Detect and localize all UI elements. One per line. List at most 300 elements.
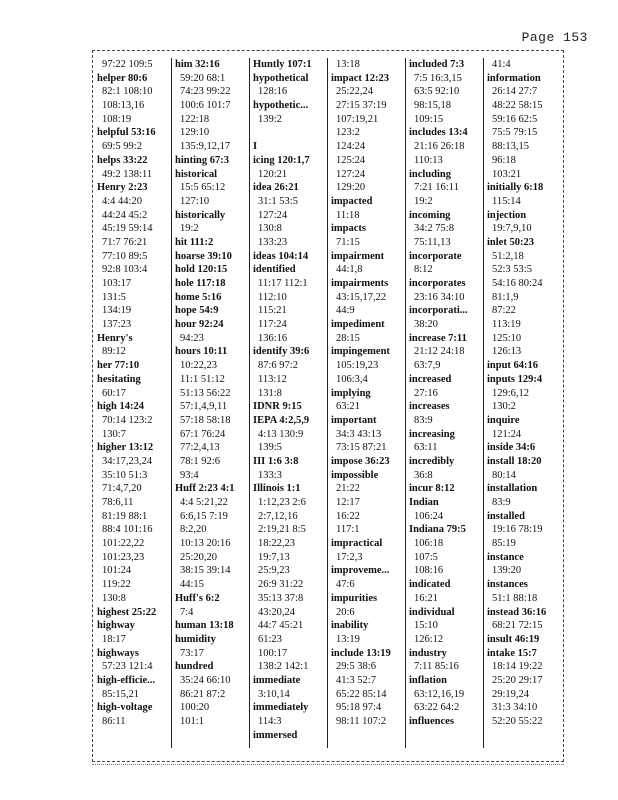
page-reference: 130:7	[102, 428, 126, 440]
page-reference: 54:16 80:24	[492, 278, 543, 289]
page-reference: 25:9,23	[258, 565, 290, 577]
index-term: Henry 2:23	[97, 182, 148, 194]
index-term: human 13:18	[175, 620, 234, 632]
page-reference: 61:23	[258, 633, 282, 645]
page-reference: 19:16 78:19	[492, 524, 543, 536]
index-term: increased	[409, 373, 452, 385]
index-term: increase 7:11	[409, 332, 467, 344]
page-reference: 74:23 99:22	[180, 86, 231, 98]
page-reference: 114:3	[258, 716, 282, 727]
index-term: her 77:10	[97, 360, 140, 372]
page-reference: 57:1,4,9,11	[180, 401, 228, 413]
page-reference: 86:21 87:2	[180, 688, 226, 700]
index-term: immediate	[253, 674, 301, 686]
index-term: helper 80:6	[97, 72, 148, 84]
page-reference: 81:1,9	[492, 291, 519, 303]
page-reference: 34:3 43:13	[336, 428, 382, 440]
index-term: helps 33:22	[97, 154, 148, 166]
index-term: impediment	[331, 319, 385, 331]
page-reference: 19:7,9,10	[492, 223, 532, 235]
page-reference: 21:22	[336, 483, 360, 495]
page-reference: 51:1 88:18	[492, 592, 538, 604]
index-term: IDNR 9:15	[253, 401, 302, 413]
index-term: hoarse 39:10	[175, 250, 232, 262]
page-reference: 139:20	[492, 565, 522, 577]
page-reference: 16:21	[414, 592, 438, 604]
page-reference: 77:2,4,13	[180, 442, 220, 454]
index-term: highways	[97, 647, 140, 659]
index-term: impose 36:23	[331, 455, 390, 467]
index-term: high-voltage	[97, 702, 153, 714]
page-reference: 63:12,16,19	[414, 688, 465, 700]
page-reference: 101:23,23	[102, 551, 145, 563]
index-term: include 13:19	[331, 647, 391, 659]
index-term: immersed	[253, 729, 298, 741]
page-reference: 44:1,8	[336, 264, 363, 276]
page-reference: 19:2	[180, 223, 199, 235]
page-reference: 31:3 34:10	[492, 702, 538, 714]
index-term: instead 36:16	[487, 606, 547, 618]
page-reference: 87:22	[492, 305, 516, 317]
index-term: information	[487, 72, 541, 84]
index-term: idea 26:21	[253, 182, 299, 194]
page-reference: 80:14	[492, 469, 516, 481]
page-reference: 125:10	[492, 332, 522, 344]
page-reference: 15:5 65:12	[180, 182, 226, 194]
page-reference: 7:11 85:16	[414, 661, 459, 673]
page-reference: 21:16 26:18	[414, 141, 465, 153]
index-term: high-efficie...	[97, 674, 156, 686]
index-term: Henry's	[97, 332, 133, 344]
page-reference: 7:4	[180, 606, 194, 618]
page-reference: 7:5 16:3,15	[414, 72, 462, 84]
index-term: hesitating	[97, 373, 141, 385]
page-reference: 31:1 53:5	[258, 195, 298, 207]
index-column-2	[172, 58, 250, 748]
index-term: inlet 50:23	[487, 236, 534, 248]
page-reference: 44:9	[336, 305, 355, 317]
page-reference: 130:2	[492, 401, 516, 413]
page-reference: 96:18	[492, 154, 516, 166]
index-term: hundred	[175, 661, 214, 673]
page-reference: 127:10	[180, 195, 210, 207]
page-reference: 137:23	[102, 319, 132, 331]
page-reference: 127:24	[258, 209, 288, 221]
page-reference: 129:10	[180, 127, 210, 139]
page-reference: 95:18 97:4	[336, 702, 382, 714]
page-reference: 123:2	[336, 127, 360, 139]
page-reference: 122:18	[180, 113, 210, 125]
index-term: highest 25:22	[97, 606, 157, 618]
index-term: historically	[175, 209, 226, 221]
page-reference: 10:22,23	[180, 360, 218, 372]
page-reference: 129:6,12	[492, 387, 530, 399]
page-reference: 92:8 103:4	[102, 264, 148, 276]
page-reference	[253, 126, 327, 140]
page-reference: 26:9 31:22	[258, 579, 304, 591]
page-reference: 27:16	[414, 387, 438, 399]
page-reference: 120:21	[258, 168, 288, 180]
page-reference: 18:14 19:22	[492, 661, 543, 673]
page-reference: 10:13 20:16	[180, 538, 231, 550]
page-reference: 19:2	[414, 195, 433, 207]
index-term: important	[331, 414, 377, 426]
page-reference: 34:2 75:8	[414, 223, 454, 235]
page-reference: 35:24 66:10	[180, 674, 231, 686]
page-reference: 18:22,23	[258, 538, 296, 550]
index-term: identify 39:6	[253, 346, 310, 358]
index-term: I	[253, 141, 258, 153]
page-reference: 101:24	[102, 565, 132, 577]
page-reference: 138:2 142:1	[258, 661, 309, 673]
page-reference: 83:9	[414, 414, 433, 426]
index-term: intake 15:7	[487, 647, 537, 659]
page-reference: 88:4 101:16	[102, 524, 153, 536]
index-term: hole 117:18	[175, 278, 226, 289]
page-reference: 128:16	[258, 86, 288, 98]
index-term: injection	[487, 209, 527, 221]
page-reference: 117:1	[336, 524, 360, 536]
page-reference: 125:24	[336, 154, 366, 166]
index-column-4	[328, 58, 406, 748]
page-reference: 25:20,20	[180, 551, 218, 563]
page-reference: 23:16 34:10	[414, 291, 465, 303]
index-term: install 18:20	[487, 455, 542, 467]
index-term: initially 6:18	[487, 182, 544, 194]
index-term: immediately	[253, 702, 309, 714]
page-reference: 127:24	[336, 168, 366, 180]
bottom-rule	[92, 764, 564, 765]
page-reference: 2:19,21 8:5	[258, 524, 306, 536]
index-term: installation	[487, 483, 538, 495]
page-reference: 110:13	[414, 154, 443, 166]
page-reference: 100:6 101:7	[180, 100, 231, 112]
page-reference: 59:20 68:1	[180, 72, 226, 84]
index-column-6	[484, 58, 562, 748]
page-reference: 43:20,24	[258, 606, 296, 618]
page-reference: 97:22 109:5	[102, 59, 153, 70]
page-reference: 106:3,4	[336, 373, 368, 385]
page-reference: 100:20	[180, 702, 210, 714]
page-reference: 47:6	[336, 579, 355, 591]
index-term: impurities	[331, 592, 378, 604]
page-reference: 29:19,24	[492, 688, 530, 700]
index-term: high 14:24	[97, 401, 144, 413]
page-reference: 25:22,24	[336, 86, 374, 98]
page-reference: 6:6,15 7:19	[180, 510, 228, 522]
page-reference: 16:22	[336, 510, 360, 522]
page-reference: 63:7,9	[414, 360, 441, 372]
page-reference: 18:17	[102, 633, 126, 645]
index-term: identified	[253, 264, 296, 276]
index-term: increasing	[409, 428, 455, 440]
index-term: Huff 2:23 4:1	[175, 483, 235, 495]
page-reference: 112:10	[258, 291, 287, 303]
page-reference: 81:19 88:1	[102, 510, 148, 522]
page-reference: 26:14 27:7	[492, 86, 538, 98]
page-reference: 41:4	[492, 59, 511, 70]
page-reference: 103:17	[102, 278, 132, 289]
page-reference: 87:6 97:2	[258, 360, 298, 372]
page-reference: 36:8	[414, 469, 433, 481]
page-reference: 38:15 39:14	[180, 565, 231, 577]
page-number: Page 153	[521, 30, 588, 45]
index-term: instance	[487, 551, 524, 563]
index-term: inability	[331, 620, 369, 632]
page-reference: 88:13,15	[492, 141, 530, 153]
page-reference: 135:9,12,17	[180, 141, 231, 153]
page-reference: 78:1 92:6	[180, 455, 220, 467]
page-reference: 134:19	[102, 305, 132, 317]
index-term: hit 111:2	[175, 236, 214, 248]
index-term: individual	[409, 606, 455, 618]
page-reference: 94:23	[180, 332, 204, 344]
page-reference: 108:13,16	[102, 100, 145, 112]
page-reference: 108:19	[102, 113, 132, 125]
page-reference: 41:3 52:7	[336, 674, 376, 686]
index-term: impacts	[331, 223, 366, 235]
page-reference: 78:6,11	[102, 497, 134, 508]
index-term: industry	[409, 647, 447, 659]
index-term: hypothetical	[253, 72, 309, 84]
index-term: hope 54:9	[175, 305, 219, 317]
index-column-3	[250, 58, 328, 748]
page-reference: 27:15 37:19	[336, 100, 387, 112]
page-reference: 13:19	[336, 633, 360, 645]
page-reference: 126:12	[414, 633, 444, 645]
index-term: ideas 104:14	[253, 250, 309, 262]
page-reference: 17:2,3	[336, 551, 363, 563]
page-reference: 35:10 51:3	[102, 469, 148, 481]
page-reference: 13:18	[336, 59, 360, 70]
page-reference: 124:24	[336, 141, 366, 153]
index-term: hour 92:24	[175, 319, 224, 331]
index-term: instances	[487, 579, 528, 591]
page-reference: 52:20 55:22	[492, 716, 543, 727]
page-reference: 49:2 138:11	[102, 168, 153, 180]
page-reference: 11:1 51:12	[180, 373, 225, 385]
page-reference: 65:22 85:14	[336, 688, 387, 700]
page-reference: 4:13 130:9	[258, 428, 304, 440]
page-reference: 57:18 58:18	[180, 414, 231, 426]
page-reference: 107:5	[414, 551, 438, 563]
page-reference: 11:18	[336, 209, 360, 221]
page-reference: 93:4	[180, 469, 199, 481]
index-term: incredibly	[409, 455, 455, 467]
index-term: indicated	[409, 579, 451, 591]
index-term: impairments	[331, 278, 389, 289]
index-term: humidity	[175, 633, 216, 645]
index-term: incorporati...	[409, 305, 468, 317]
page-reference: 7:21 16:11	[414, 182, 459, 194]
page-reference: 129:20	[336, 182, 366, 194]
page-reference: 45:19 59:14	[102, 223, 153, 235]
index-term: Indian	[409, 497, 439, 508]
page-reference: 121:24	[492, 428, 522, 440]
page-reference: 73:15 87:21	[336, 442, 387, 454]
page-reference: 8:12	[414, 264, 433, 276]
page-reference: 35:13 37:8	[258, 592, 304, 604]
page-reference: 19:7,13	[258, 551, 290, 563]
page-reference: 130:8	[102, 592, 126, 604]
page-reference: 106:18	[414, 538, 444, 550]
index-term: insult 46:19	[487, 633, 540, 645]
page-reference: 44:15	[180, 579, 204, 591]
page-reference: 25:20 29:17	[492, 674, 543, 686]
page-reference: 115:21	[258, 305, 287, 317]
index-term: improveme...	[331, 565, 390, 577]
page-reference: 115:14	[492, 195, 521, 207]
page-reference: 12:17	[336, 497, 360, 508]
index-term: inflation	[409, 674, 447, 686]
page-reference: 71:15	[336, 236, 360, 248]
page-reference: 11:17 112:1	[258, 278, 308, 289]
page-reference: 131:5	[102, 291, 126, 303]
page-reference: 28:15	[336, 332, 360, 344]
page-reference: 106:24	[414, 510, 444, 522]
page-reference: 51:13 56:22	[180, 387, 231, 399]
page-reference: 4:4 44:20	[102, 195, 142, 207]
page-reference: 71:4,7,20	[102, 483, 142, 495]
index-term: influences	[409, 716, 454, 727]
page-reference: 15:10	[414, 620, 438, 632]
page-reference: 75:11,13	[414, 236, 451, 248]
page-reference: 133:23	[258, 236, 288, 248]
page-reference: 113:19	[492, 319, 521, 331]
page-reference: 59:16 62:5	[492, 113, 538, 125]
page-reference: 1:12,23 2:6	[258, 497, 306, 508]
page-reference: 100:17	[258, 647, 288, 659]
page-reference: 48:22 58:15	[492, 100, 543, 112]
index-term: hours 10:11	[175, 346, 228, 358]
index-term: historical	[175, 168, 217, 180]
page-reference: 75:5 79:15	[492, 127, 538, 139]
page-reference: 73:17	[180, 647, 204, 659]
page-reference: 68:21 72:15	[492, 620, 543, 632]
page-reference: 63:22 64:2	[414, 702, 460, 714]
page-reference: 51:2,18	[492, 250, 524, 262]
index-term: includes 13:4	[409, 127, 468, 139]
index-term: highway	[97, 620, 135, 632]
page-reference: 3:10,14	[258, 688, 290, 700]
page-reference: 107:19,21	[336, 113, 379, 125]
page-reference: 60:17	[102, 387, 126, 399]
index-term: increases	[409, 401, 450, 413]
page-reference: 21:12 24:18	[414, 346, 465, 358]
index-term: impacted	[331, 195, 373, 207]
index-term: incur 8:12	[409, 483, 455, 495]
index-columns	[94, 58, 562, 748]
index-term: impractical	[331, 538, 383, 550]
page-reference: 86:11	[102, 716, 126, 727]
page-reference: 113:12	[258, 373, 287, 385]
index-term: impossible	[331, 469, 379, 481]
page-reference: 98:15,18	[414, 100, 452, 112]
page-reference: 70:14 123:2	[102, 414, 153, 426]
index-term: Huff's 6:2	[175, 592, 220, 604]
page-reference: 63:21	[336, 401, 360, 413]
page-reference: 29:5 38:6	[336, 661, 376, 673]
index-term: incorporates	[409, 278, 466, 289]
page-reference: 89:12	[102, 346, 126, 358]
page-reference: 71:7 76:21	[102, 236, 148, 248]
page-reference: 119:22	[102, 579, 131, 591]
page-reference: 139:2	[258, 113, 282, 125]
page-reference: 63:11	[414, 442, 438, 454]
index-column-1	[94, 58, 172, 748]
page-reference: 44:7 45:21	[258, 620, 304, 632]
index-term: impact 12:23	[331, 72, 390, 84]
index-term: incoming	[409, 209, 451, 221]
page-reference: 103:21	[492, 168, 522, 180]
page-reference: 109:15	[414, 113, 444, 125]
page-reference: 139:5	[258, 442, 282, 454]
index-term: impairment	[331, 250, 385, 262]
page-reference: 98:11 107:2	[336, 716, 387, 727]
index-term: including	[409, 168, 452, 180]
page-reference: 20:6	[336, 606, 355, 618]
index-term: hold 120:15	[175, 264, 228, 276]
index-term: input 64:16	[487, 360, 539, 372]
index-term: implying	[331, 387, 371, 399]
page-reference: 136:16	[258, 332, 288, 344]
index-term: him 32:16	[175, 59, 220, 70]
page-reference: 69:5 99:2	[102, 141, 142, 153]
page-reference: 130:8	[258, 223, 282, 235]
index-term: IEPA 4:2,5,9	[253, 414, 310, 426]
page-reference: 85:15,21	[102, 688, 140, 700]
page-reference: 131:8	[258, 387, 282, 399]
page-reference: 8:2,20	[180, 524, 207, 536]
page-reference: 82:1 108:10	[102, 86, 153, 98]
page-reference: 105:19,23	[336, 360, 379, 372]
index-term: hypothetic...	[253, 100, 309, 112]
index-term: helpful 53:16	[97, 127, 156, 139]
index-term: higher 13:12	[97, 442, 154, 454]
page-reference: 57:23 121:4	[102, 661, 153, 673]
page-reference: 2:7,12,16	[258, 510, 298, 522]
index-term: home 5:16	[175, 291, 222, 303]
page-reference: 83:9	[492, 497, 511, 508]
page-reference: 52:3 53:5	[492, 264, 532, 276]
page-reference: 43:15,17,22	[336, 291, 387, 303]
page-reference: 108:16	[414, 565, 444, 577]
index-term: inputs 129:4	[487, 373, 543, 385]
page-reference: 38:20	[414, 319, 438, 331]
index-term: included 7:3	[409, 59, 465, 70]
page-reference: 85:19	[492, 538, 516, 550]
page-reference: 63:5 92:10	[414, 86, 460, 98]
index-term: installed	[487, 510, 525, 522]
index-term: incorporate	[409, 250, 462, 262]
index-term: impingement	[331, 346, 390, 358]
page-reference: 67:1 76:24	[180, 428, 226, 440]
index-term: hinting 67:3	[175, 154, 229, 166]
index-column-5	[406, 58, 484, 748]
index-term: III 1:6 3:8	[253, 455, 299, 467]
page-reference: 4:4 5:21,22	[180, 497, 228, 508]
page-reference: 101:1	[180, 716, 204, 727]
page-reference: 133:3	[258, 469, 282, 481]
page-reference: 126:13	[492, 346, 522, 358]
page-reference: 44:24 45:2	[102, 209, 148, 221]
index-term: icing 120:1,7	[253, 154, 310, 166]
page-reference: 77:10 89:5	[102, 250, 148, 262]
index-term: inquire	[487, 414, 520, 426]
page-reference: 101:22,22	[102, 538, 145, 550]
index-term: Illinois 1:1	[253, 483, 301, 495]
page-reference: 117:24	[258, 319, 287, 331]
